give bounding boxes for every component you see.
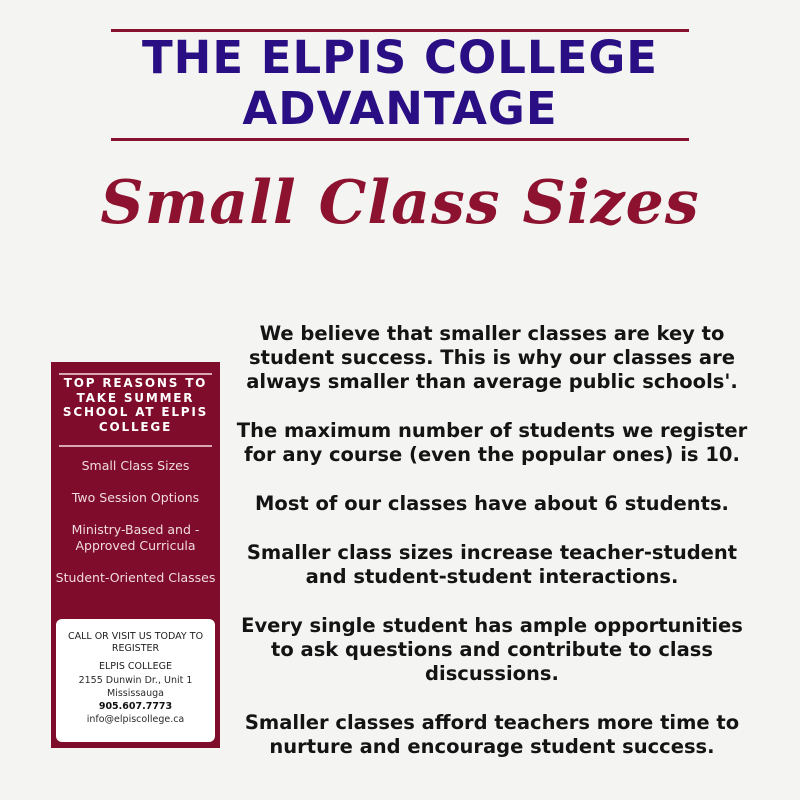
list-item: Ministry-Based and -Approved Curricula bbox=[71, 522, 200, 553]
paragraph: Most of our classes have about 6 students. bbox=[255, 492, 729, 515]
list-item: Small Class Sizes bbox=[81, 458, 190, 473]
contact-card bbox=[56, 619, 215, 742]
page-title bbox=[0, 32, 800, 134]
title-line-2: ADVANTAGE bbox=[242, 82, 558, 135]
sidebar-panel bbox=[51, 362, 220, 748]
subtitle: Small Class Sizes bbox=[100, 168, 700, 238]
phone-number: 905.607.7773 bbox=[98, 701, 173, 712]
paragraph: We believe that smaller classes are key to student success. This is why our classes are always smaller than average public schools'. bbox=[246, 322, 738, 393]
org-name: ELPIS COLLEGE bbox=[99, 661, 172, 672]
paragraph: Smaller class sizes increase teacher-student and student-student interactions. bbox=[246, 541, 738, 588]
sidebar-divider bbox=[59, 445, 212, 447]
list-item: Two Session Options bbox=[71, 490, 200, 505]
contact-details bbox=[56, 674, 215, 726]
paragraph: Every single student has ample opportunities to ask questions and contribute to class discussions. bbox=[241, 614, 743, 685]
sidebar-divider bbox=[59, 373, 212, 375]
reasons-list bbox=[51, 458, 220, 602]
paragraph: Smaller classes afford teachers more time to nurture and encourage student success. bbox=[244, 711, 740, 758]
header-bottom-rule bbox=[111, 138, 689, 141]
main-content bbox=[232, 322, 752, 759]
email-address: info@elpiscollege.ca bbox=[86, 714, 185, 725]
address-line: 2155 Dunwin Dr., Unit 1 bbox=[78, 675, 193, 686]
title-line-1: THE ELPIS COLLEGE bbox=[141, 31, 659, 84]
address-city: Mississauga bbox=[107, 688, 164, 699]
call-to-action: CALL OR VISIT US TODAY TO REGISTER bbox=[67, 631, 204, 654]
paragraph: The maximum number of students we register for any course (even the popular ones) is 10. bbox=[236, 419, 748, 466]
sidebar-heading: TOP REASONS TO TAKE SUMMER SCHOOL AT ELPIS COLLEGE bbox=[62, 376, 209, 434]
list-item: Student-Oriented Classes bbox=[55, 570, 216, 585]
